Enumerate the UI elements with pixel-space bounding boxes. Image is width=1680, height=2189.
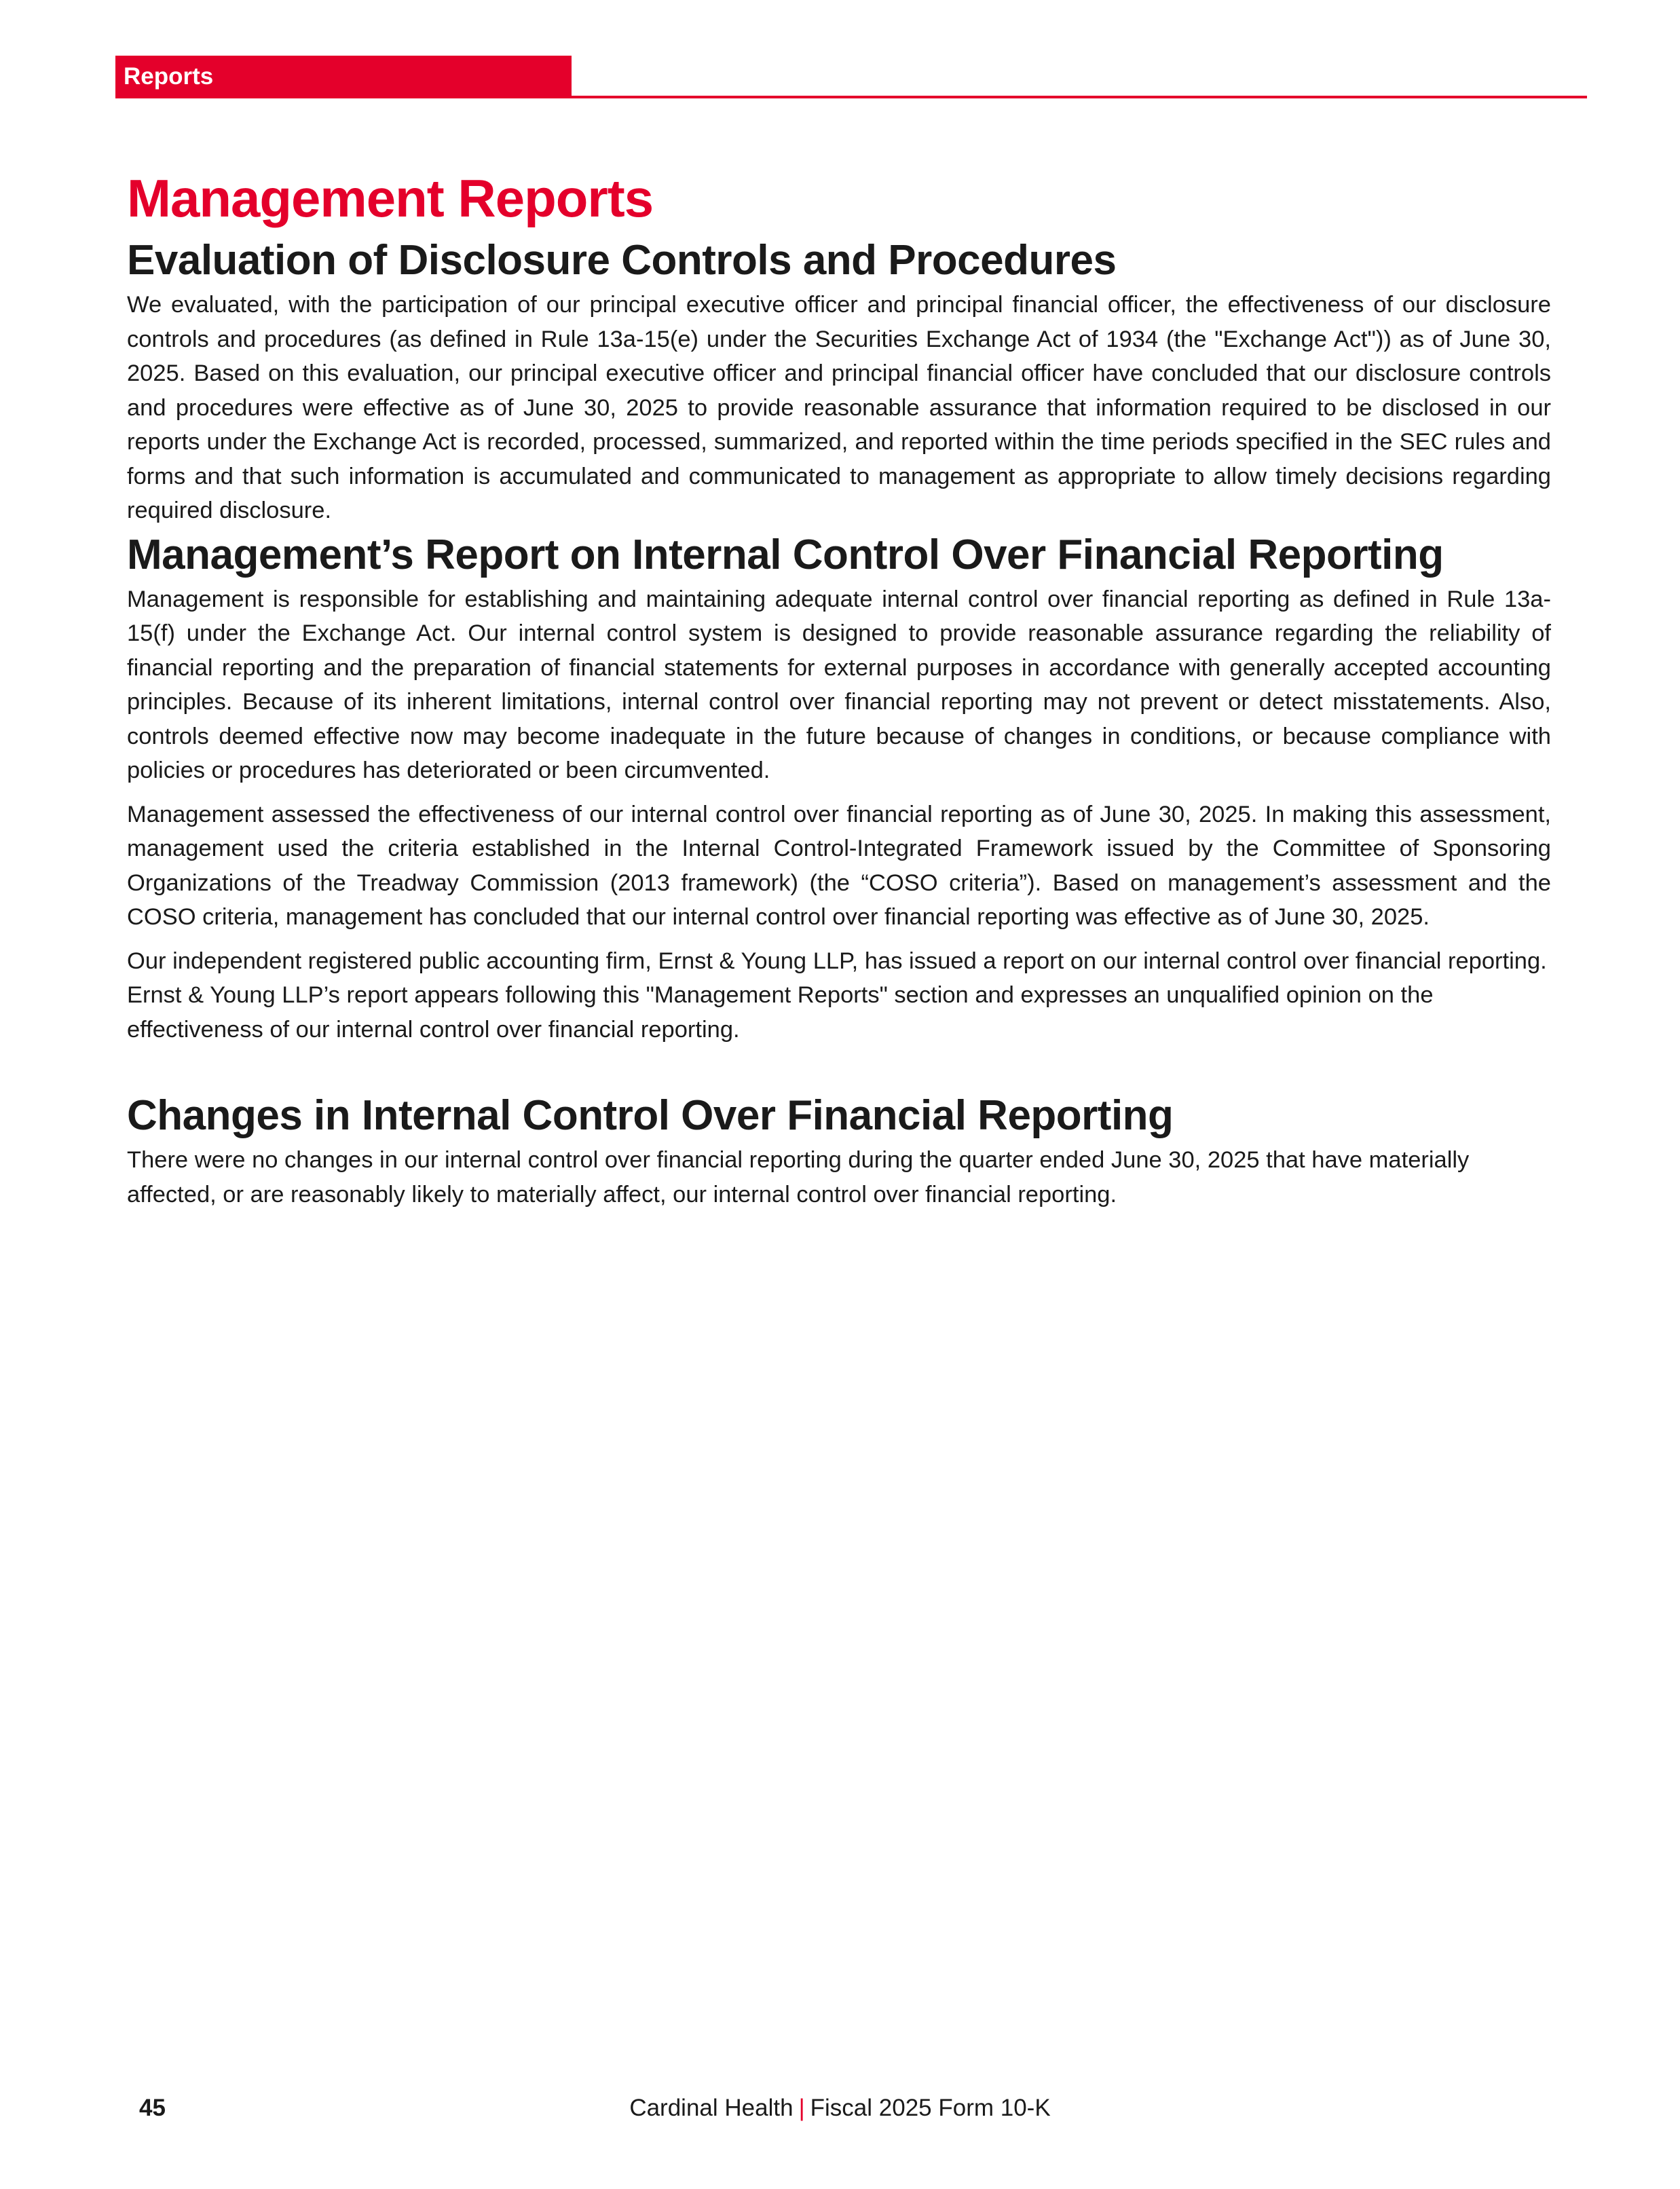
section-tab-label: Reports <box>124 63 214 90</box>
section-heading: Changes in Internal Control Over Financial Reporting <box>127 1092 1174 1139</box>
footer-separator: | <box>798 2095 805 2121</box>
footer-company: Cardinal Health <box>629 2095 794 2121</box>
page-number: 45 <box>139 2095 166 2121</box>
section-disclosure-controls <box>127 233 1551 528</box>
paragraph: Our independent registered public accounting firm, Ernst & Young LLP, has issued a report on our internal control over financial reporting. Ernst & Young LLP’s report appears following this "Management Reports" section and expresses an unqualified opinion on the effectiveness of our internal control over financial reporting. <box>127 948 1547 1043</box>
footer-document: Fiscal 2025 Form 10-K <box>810 2095 1051 2121</box>
section-changes-internal-control <box>127 1089 1551 1212</box>
section-management-report <box>127 528 1551 1047</box>
paragraph: Management is responsible for establishing and maintaining adequate internal control over financial reporting as defined in Rule 13a-15(f) under the Exchange Act. Our internal control system is designed to provide reasonable assurance regarding the reliability of financial reporting and the preparation of financial statements for external purposes in accordance with generally accepted accounting principles. Because of its inherent limitations, internal control over financial reporting may not prevent or detect misstatements. Also, controls deemed effective now may become inadequate in the future because of changes in conditions, or because compliance with policies or procedures has deteriorated or been circumvented. <box>127 586 1551 783</box>
header-divider <box>115 96 1587 98</box>
section-tab <box>115 56 572 98</box>
section-heading: Evaluation of Disclosure Controls and Procedures <box>127 237 1117 284</box>
document-body <box>127 163 1551 1212</box>
paragraph: Management assessed the effectiveness of our internal control over financial reporting as of June 30, 2025. In making this assessment, management used the criteria established in the Internal Control-Integrated Framework issued by the Committee of Sponsoring Organizations of the Treadway Commission (2013 framework) (the “COSO criteria”). Based on management’s assessment and the COSO criteria, management has concluded that our internal control over financial reporting was effective as of June 30, 2025. <box>127 801 1551 930</box>
page-title: Management Reports <box>127 168 654 228</box>
section-heading: Management’s Report on Internal Control Over Financial Reporting <box>127 531 1444 578</box>
paragraph: We evaluated, with the participation of our principal executive officer and principal financial officer, the effectiveness of our disclosure controls and procedures (as defined in Rule 13a-15(e) under the Securities Exchange Act of 1934 (the "Exchange Act")) as of June 30, 2025. Based on this evaluation, our principal executive officer and principal financial officer have concluded that our disclosure controls and procedures were effective as of June 30, 2025 to provide reasonable assurance that information required to be disclosed in our reports under the Exchange Act is recorded, processed, summarized, and reported within the time periods specified in the SEC rules and forms and that such information is accumulated and communicated to management as appropriate to allow timely decisions regarding required disclosure. <box>127 292 1551 523</box>
footer-document-label <box>0 2088 1680 2129</box>
paragraph: There were no changes in our internal control over financial reporting during the quarter ended June 30, 2025 that have materially affected, or are reasonably likely to materially affect, our internal control over financial reporting. <box>127 1147 1470 1208</box>
page-footer <box>0 2088 1680 2129</box>
